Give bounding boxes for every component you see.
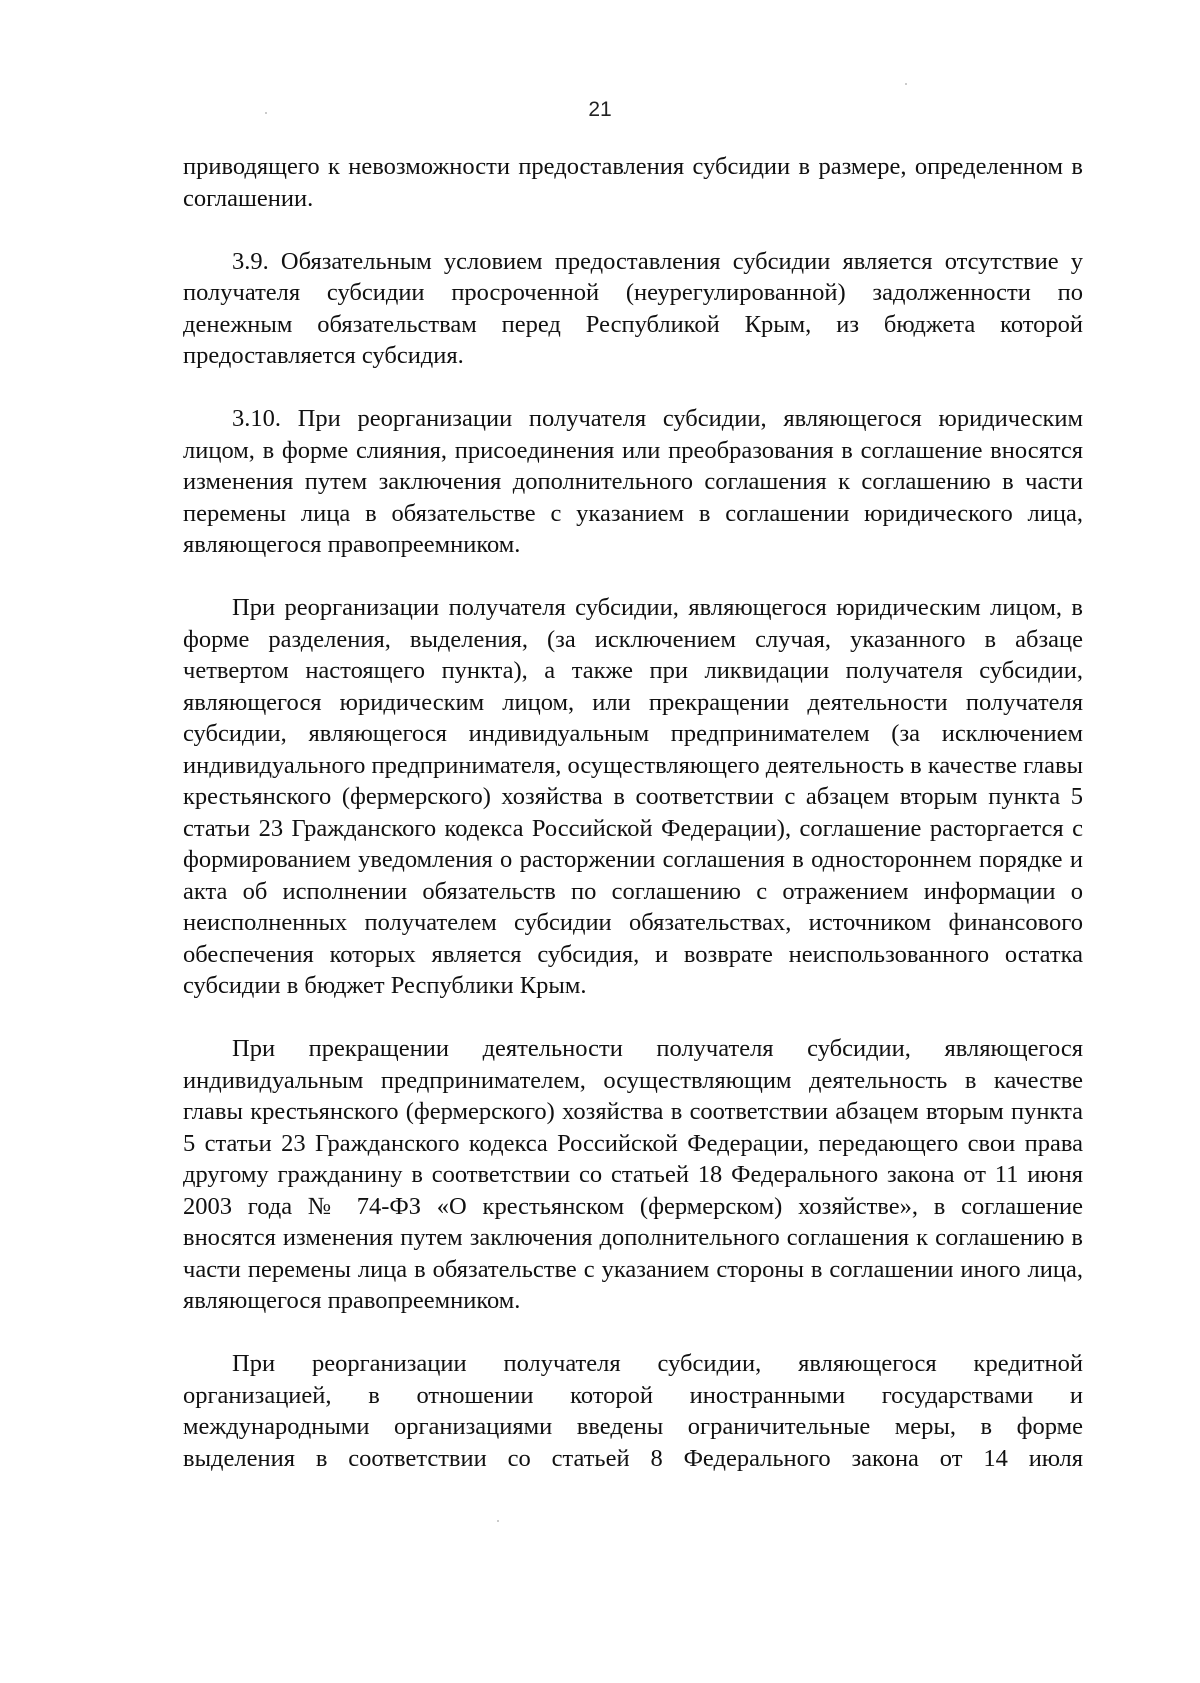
page-number: 21 bbox=[588, 98, 612, 121]
paragraph-continuation: приводящего к невозможности предоставления субсидии в размере, определенном в соглашении. bbox=[183, 153, 1083, 212]
paragraph-reorganization-division: При реорганизации получателя субсидии, являющегося юридическим лицом, в форме разделения, выделения, (за исключением случая, указанного в абзаце четвертом настоящего пункта), а также при ликвидации получателя субсидии, являющегося юридическим лицом, или прекращении деятельности получателя субсидии, являющегося индивидуальным предпринимателем (за исключением индивидуального предпринимателя, осуществляющего деятельность в качестве главы крестьянского (фермерского) хозяйства в соответствии с абзацем вторым пункта 5 статьи 23 Гражданского кодекса Российской Федерации), соглашение расторгается с формированием уведомления о расторжении соглашения в одностороннем порядке и акта об исполнении обязательств по соглашению с отражением информации о неисполненных получателем субсидии обязательствах, источником финансового обеспечения которых является субсидия, и возврате неиспользованного остатка субсидии в бюджет Республики Крым. bbox=[183, 594, 1084, 999]
document-body bbox=[183, 151, 1083, 1474]
scan-speck bbox=[497, 1520, 499, 1522]
paragraph-clause-3-9: 3.9. Обязательным условием предоставления субсидии является отсутствие у получателя субсидии просроченной (неурегулированной) задолженности по денежным обязательствам перед Республикой Крым, из бюджета которой предоставляется субсидия. bbox=[183, 247, 1083, 369]
paragraph-farm-head-termination: При прекращении деятельности получателя субсидии, являющегося индивидуальным предпринимателем, осуществляющим деятельность в качестве главы крестьянского (фермерского) хозяйства в соответствии абзацем вторым пункта 5 статьи 23 Гражданского кодекса Российской Федерации, передающего свои права другому гражданину в соответствии со статьей 18 Федерального закона от 11 июня 2003 года № 74-ФЗ «О крестьянском (фермерском) хозяйстве», в соглашение вносятся изменения путем заключения дополнительного соглашения к соглашению в части перемены лица в обязательстве с указанием стороны в соглашении иного лица, являющегося правопреемником. bbox=[183, 1035, 1083, 1314]
paragraph-credit-organization: При реорганизации получателя субсидии, являющегося кредитной организацией, в отношении которой иностранными государствами и международными организациями введены ограничительные меры, в форме выделения в соответствии со статьей 8 Федерального закона от 14 июля bbox=[183, 1350, 1083, 1472]
paragraph-clause-3-10: 3.10. При реорганизации получателя субсидии, являющегося юридическим лицом, в форме слияния, присоединения или преобразования в соглашение вносятся изменения путем заключения дополнительного соглашения к соглашению в части перемены лица в обязательстве с указанием в соглашении юридического лица, являющегося правопреемником. bbox=[183, 405, 1083, 558]
scan-speck bbox=[265, 112, 267, 114]
scan-speck bbox=[905, 83, 907, 85]
